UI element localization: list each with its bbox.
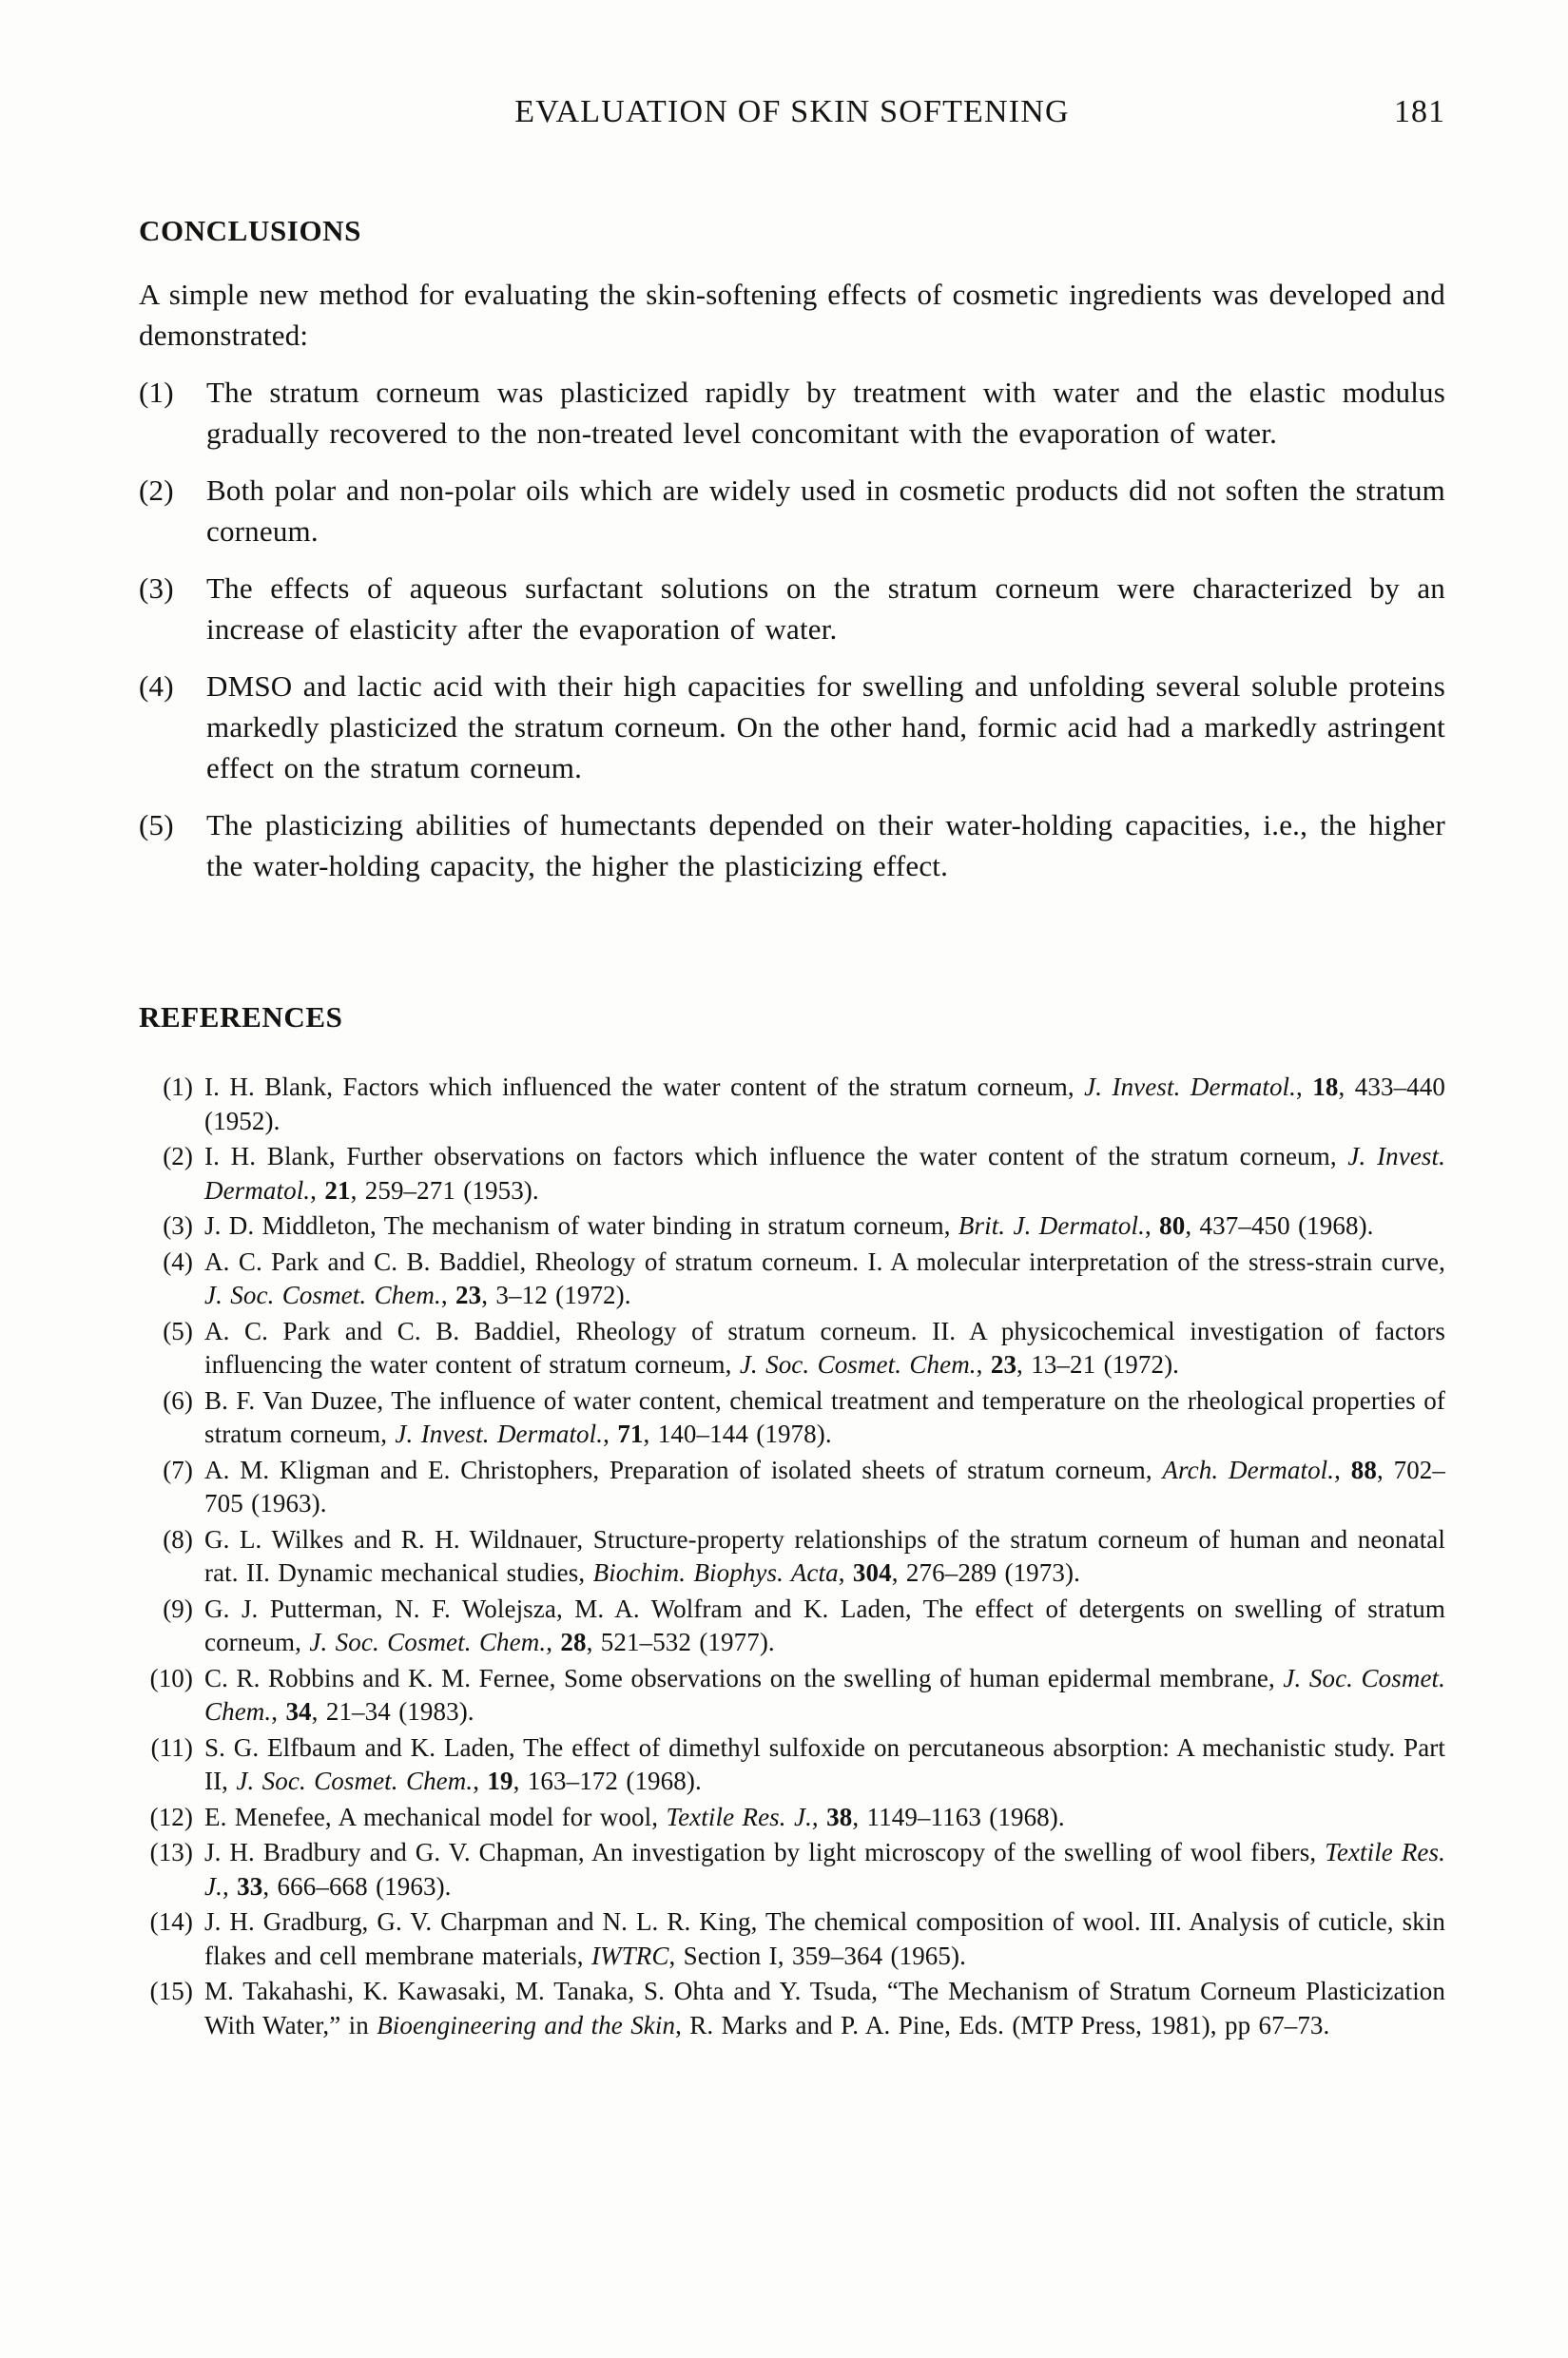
item-number: (8) [163, 1524, 193, 1554]
item-number: (1) [139, 376, 174, 409]
reference-text: G. J. Putterman, N. F. Wolejsza, M. A. Wolfram and K. Laden, The effect of detergents on swelling of stratum corneum, [204, 1594, 1445, 1656]
conclusion-item [139, 470, 1445, 551]
page-number: 181 [1394, 94, 1445, 129]
item-text [204, 1836, 1445, 1904]
volume-number: 19 [487, 1767, 513, 1795]
item-text [204, 1071, 1445, 1138]
item-text [204, 1384, 1445, 1452]
reference-text: , [222, 1871, 238, 1901]
reference-text: , [811, 1802, 827, 1831]
reference-text: M. Takahashi, K. Kawasaki, M. Tanaka, S. Ohta and Y. Tsuda, “The Mechanism of Stratum Corneum Plasticization With Water,” in [204, 1977, 1445, 2039]
reference-text: , 3–12 (1972). [481, 1281, 631, 1309]
journal-name: Biochim. Biophys. Acta [592, 1558, 839, 1587]
reference-text: E. Menefee, A mechanical model for wool, [204, 1802, 667, 1831]
item-number: (5) [163, 1316, 193, 1345]
conclusion-item [139, 372, 1445, 454]
reference-item [139, 1662, 1445, 1730]
reference-text: , [440, 1281, 456, 1309]
reference-text: , [310, 1175, 325, 1205]
item-number: (9) [163, 1594, 193, 1623]
item-text [204, 1975, 1445, 2042]
conclusion-item [139, 666, 1445, 788]
journal-name: Bioengineering and the Skin [377, 2010, 676, 2039]
conclusions-section [139, 214, 1445, 886]
reference-text: , [603, 1420, 618, 1448]
volume-number: 71 [617, 1420, 644, 1448]
reference-item [139, 1905, 1445, 1973]
conclusions-list [139, 372, 1445, 886]
item-number: (11) [150, 1732, 193, 1762]
item-text: The effects of aqueous surfactant solutions on the stratum corneum were characterized by an increase of elasticity after the evaporation of water. [206, 571, 1445, 646]
reference-text: , [546, 1628, 561, 1656]
item-text [204, 1593, 1445, 1660]
reference-text: I. H. Blank, Further observations on factors which influence the water content of the stratum corneum, [204, 1142, 1348, 1170]
reference-text: , 702–705 (1963). [204, 1455, 1445, 1517]
reference-text: , [1296, 1073, 1313, 1101]
references-section [139, 1000, 1445, 2042]
conclusions-heading: CONCLUSIONS [139, 214, 361, 247]
reference-item [139, 1315, 1445, 1382]
reference-text: , Section I, 359–364 (1965). [668, 1941, 966, 1970]
reference-text: , [1334, 1455, 1351, 1484]
reference-text: , R. Marks and P. A. Pine, Eds. (MTP Press, 1981), pp 67–73. [675, 2010, 1330, 2039]
journal-name: J. Invest. Dermatol. [204, 1142, 1445, 1205]
journal-name: IWTRC [590, 1941, 669, 1970]
reference-text: , 666–668 (1963). [262, 1871, 452, 1901]
reference-item [139, 1836, 1445, 1904]
item-text [204, 1731, 1445, 1799]
volume-number: 23 [990, 1350, 1017, 1379]
reference-text: , 1149–1163 (1968). [852, 1802, 1065, 1831]
journal-name: J. Soc. Cosmet. Chem. [204, 1281, 441, 1309]
reference-item [139, 1801, 1445, 1835]
volume-number: 23 [455, 1281, 482, 1309]
references-heading: REFERENCES [139, 1000, 343, 1034]
item-text: Both polar and non-polar oils which are widely used in cosmetic products did not soften the stratum corneum. [206, 474, 1445, 548]
volume-number: 18 [1312, 1073, 1339, 1101]
page-header [139, 0, 1445, 136]
reference-text: , 163–172 (1968). [513, 1767, 702, 1795]
conclusion-item [139, 804, 1445, 886]
volume-number: 28 [560, 1628, 587, 1656]
item-text [204, 1140, 1445, 1208]
reference-text: J. H. Gradburg, G. V. Charpman and N. L. R. King, The chemical composition of wool. III. Analysis of cuticle, skin flakes and cell membrane materials, [204, 1907, 1445, 1970]
item-number: (13) [149, 1838, 193, 1866]
item-text [204, 1315, 1445, 1382]
conclusion-item [139, 568, 1445, 649]
reference-item [139, 1140, 1445, 1208]
running-title: EVALUATION OF SKIN SOFTENING [514, 94, 1070, 129]
item-number: (3) [139, 571, 174, 605]
reference-text: , [271, 1697, 286, 1726]
reference-text: B. F. Van Duzee, The influence of water content, chemical treatment and temperature on the rheological properties of stratum corneum, [204, 1385, 1445, 1448]
journal-name: J. Invest. Dermatol. [1084, 1073, 1296, 1101]
item-text [204, 1454, 1445, 1521]
reference-text: , 140–144 (1978). [643, 1420, 832, 1448]
item-number: (12) [149, 1802, 193, 1831]
reference-item [139, 1523, 1445, 1591]
reference-text: , 437–450 (1968). [1185, 1211, 1374, 1240]
item-number: (1) [163, 1073, 193, 1101]
item-text: DMSO and lactic acid with their high capacities for swelling and unfolding several soluble proteins markedly plasticized the stratum corneum. On the other hand, formic acid had a markedly astringent effect on the stratum corneum. [206, 669, 1445, 784]
reference-item [139, 1593, 1445, 1660]
reference-text: , 276–289 (1973). [891, 1558, 1080, 1587]
item-number: (10) [149, 1663, 193, 1692]
reference-text: , 521–532 (1977). [586, 1628, 775, 1656]
item-number: (5) [139, 808, 174, 841]
reference-text: A. C. Park and C. B. Baddiel, Rheology of stratum corneum. II. A physicochemical investigation of factors influencing the water content of stratum corneum, [204, 1316, 1445, 1379]
references-list [139, 1071, 1445, 2042]
reference-text: A. C. Park and C. B. Baddiel, Rheology of stratum corneum. I. A molecular interpretation of the stress-strain curve, [204, 1247, 1445, 1276]
journal-name: Textile Res. J. [204, 1838, 1445, 1901]
reference-text: , 259–271 (1953). [350, 1175, 539, 1205]
item-number: (2) [163, 1142, 193, 1170]
reference-text: C. R. Robbins and K. M. Fernee, Some observations on the swelling of human epidermal membrane, [204, 1663, 1284, 1692]
reference-text: , 433–440 (1952). [204, 1073, 1445, 1135]
journal-name: Textile Res. J. [666, 1802, 812, 1831]
reference-text: J. D. Middleton, The mechanism of water binding in stratum corneum, [204, 1211, 958, 1240]
item-number: (15) [149, 1977, 193, 2005]
volume-number: 21 [324, 1175, 351, 1205]
reference-text: S. G. Elfbaum and K. Laden, The effect of dimethyl sulfoxide on percutaneous absorption: A mechanistic study. Part II, [204, 1732, 1445, 1795]
item-text: The plasticizing abilities of humectants depended on their water-holding capacities, i.e., the higher the water-holding capacity, the higher the plasticizing effect. [206, 808, 1445, 882]
item-number: (3) [163, 1211, 193, 1240]
item-text [204, 1801, 1445, 1835]
item-text [204, 1209, 1445, 1244]
item-number: (14) [149, 1907, 193, 1936]
volume-number: 34 [285, 1697, 312, 1726]
journal-name: J. Soc. Cosmet. Chem. [739, 1350, 977, 1379]
reference-item [139, 1246, 1445, 1313]
item-number: (7) [163, 1455, 193, 1484]
item-text [204, 1905, 1445, 1973]
reference-text: , [976, 1350, 991, 1379]
journal-name: J. Soc. Cosmet. Chem. [204, 1663, 1446, 1726]
journal-name: J. Soc. Cosmet. Chem. [309, 1628, 547, 1656]
reference-text: J. H. Bradbury and G. V. Chapman, An investigation by light microscopy of the swelling of wool fibers, [204, 1838, 1326, 1866]
reference-text: , [838, 1558, 853, 1587]
reference-text: , 13–21 (1972). [1016, 1350, 1180, 1379]
journal-name: J. Soc. Cosmet. Chem. [236, 1767, 474, 1795]
reference-item [139, 1975, 1445, 2042]
journal-name: Brit. J. Dermatol. [958, 1211, 1145, 1240]
reference-item [139, 1384, 1445, 1452]
reference-item [139, 1731, 1445, 1799]
reference-item [139, 1071, 1445, 1138]
volume-number: 38 [826, 1802, 853, 1831]
conclusions-intro: A simple new method for evaluating the skin-softening effects of cosmetic ingredients was developed and demonstrated: [139, 278, 1445, 352]
item-number: (2) [139, 474, 174, 507]
volume-number: 80 [1159, 1211, 1186, 1240]
reference-text: G. L. Wilkes and R. H. Wildnauer, Structure-property relationships of the stratum corneum of human and neonatal rat. II. Dynamic mechanical studies, [204, 1524, 1445, 1587]
journal-name: J. Invest. Dermatol. [395, 1420, 604, 1448]
item-number: (4) [163, 1247, 193, 1276]
volume-number: 33 [237, 1871, 263, 1901]
volume-number: 88 [1350, 1455, 1377, 1484]
reference-text: A. M. Kligman and E. Christophers, Preparation of isolated sheets of stratum corneum, [204, 1455, 1163, 1484]
item-number: (6) [163, 1385, 193, 1415]
item-text: The stratum corneum was plasticized rapidly by treatment with water and the elastic modulus gradually recovered to the non-treated level concomitant with the evaporation of water. [206, 376, 1445, 450]
item-text [204, 1523, 1445, 1591]
volume-number: 304 [852, 1558, 892, 1587]
journal-name: Arch. Dermatol. [1162, 1455, 1335, 1484]
reference-text: I. H. Blank, Factors which influenced the water content of the stratum corneum, [204, 1073, 1085, 1101]
item-number: (4) [139, 669, 174, 703]
reference-item [139, 1454, 1445, 1521]
reference-text: , [473, 1767, 488, 1795]
reference-item [139, 1209, 1445, 1244]
item-text [204, 1246, 1445, 1313]
reference-text: , [1144, 1211, 1160, 1240]
reference-text: , 21–34 (1983). [311, 1697, 474, 1726]
item-text [204, 1662, 1445, 1730]
